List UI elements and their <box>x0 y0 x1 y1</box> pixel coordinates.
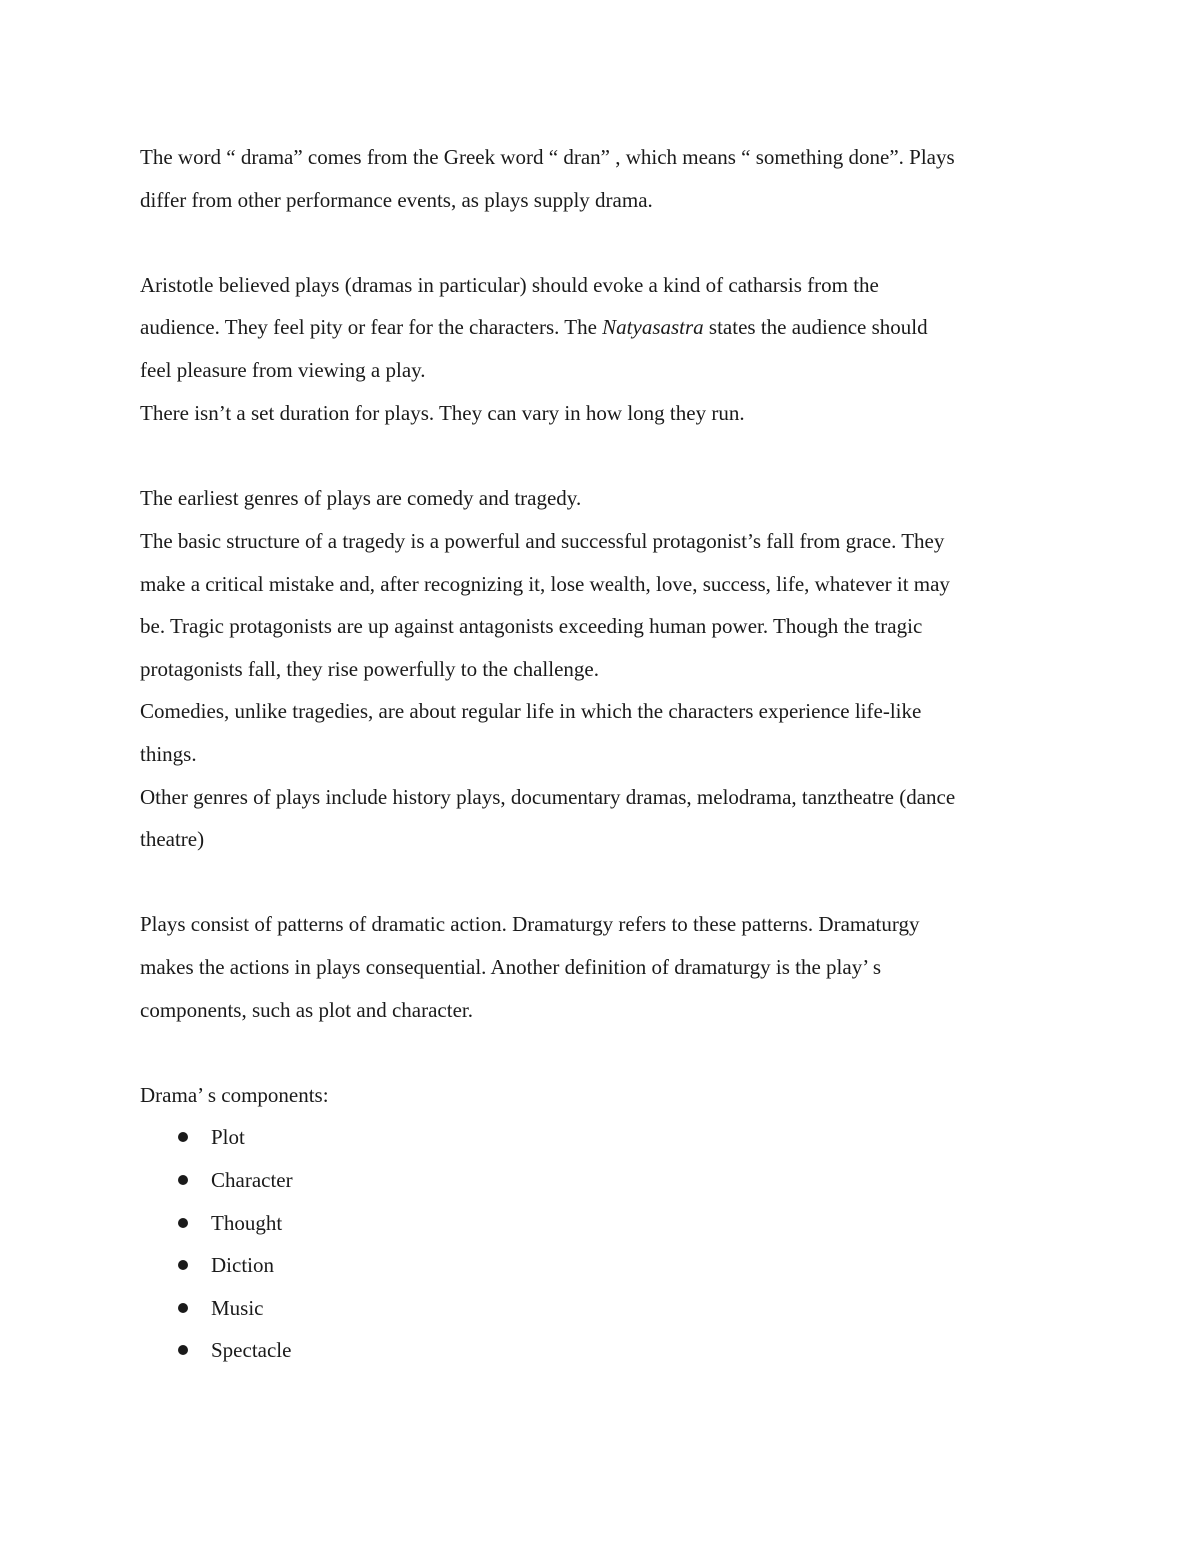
bullet-icon <box>178 1218 188 1228</box>
list-heading: Drama’ s components: <box>140 1083 329 1107</box>
text-line: Comedies, unlike tragedies, are about regular life in which the characters experience life-like <box>140 699 922 723</box>
list-item: Plot <box>211 1125 245 1149</box>
text-run: audience. They feel pity or fear for the characters. The <box>140 315 603 339</box>
bullet-icon <box>178 1303 188 1313</box>
text-line: Aristotle believed plays (dramas in particular) should evoke a kind of catharsis from the <box>140 273 879 297</box>
text-line: There isn’t a set duration for plays. They can vary in how long they run. <box>140 401 745 425</box>
bullet-icon <box>178 1132 188 1142</box>
text-line: differ from other performance events, as plays supply drama. <box>140 188 653 212</box>
text-line: be. Tragic protagonists are up against antagonists exceeding human power. Though the tragic <box>140 614 923 638</box>
bullet-icon <box>178 1260 188 1270</box>
text-line: feel pleasure from viewing a play. <box>140 358 426 382</box>
text-line: Plays consist of patterns of dramatic action. Dramaturgy refers to these patterns. Dramaturgy <box>140 912 920 936</box>
text-line: components, such as plot and character. <box>140 998 473 1022</box>
text-line: Other genres of plays include history plays, documentary dramas, melodrama, tanztheatre (dance <box>140 785 956 809</box>
bullet-icon <box>178 1175 188 1185</box>
text-line: The word “ drama” comes from the Greek word “ dran” , which means “ something done”. Plays <box>140 145 955 169</box>
text-line: The earliest genres of plays are comedy and tragedy. <box>140 486 582 510</box>
list-item: Music <box>211 1296 264 1320</box>
text-line: makes the actions in plays consequential. Another definition of dramaturgy is the play’ s <box>140 955 882 979</box>
text-run: states the audience should <box>703 315 928 339</box>
text-line: protagonists fall, they rise powerfully to the challenge. <box>140 657 599 681</box>
text-line: make a critical mistake and, after recognizing it, lose wealth, love, success, life, whatever it may <box>140 572 950 596</box>
list-item: Diction <box>211 1253 274 1277</box>
list-item: Thought <box>211 1211 283 1235</box>
list-item: Spectacle <box>211 1338 292 1362</box>
bullet-icon <box>178 1345 188 1355</box>
list-item: Character <box>211 1168 293 1192</box>
text-line: things. <box>140 742 197 766</box>
text-line <box>140 313 928 341</box>
text-line: The basic structure of a tragedy is a powerful and successful protagonist’s fall from grace. They <box>140 529 945 553</box>
italic-title: Natyasastra <box>602 315 704 339</box>
text-line: theatre) <box>140 827 205 851</box>
